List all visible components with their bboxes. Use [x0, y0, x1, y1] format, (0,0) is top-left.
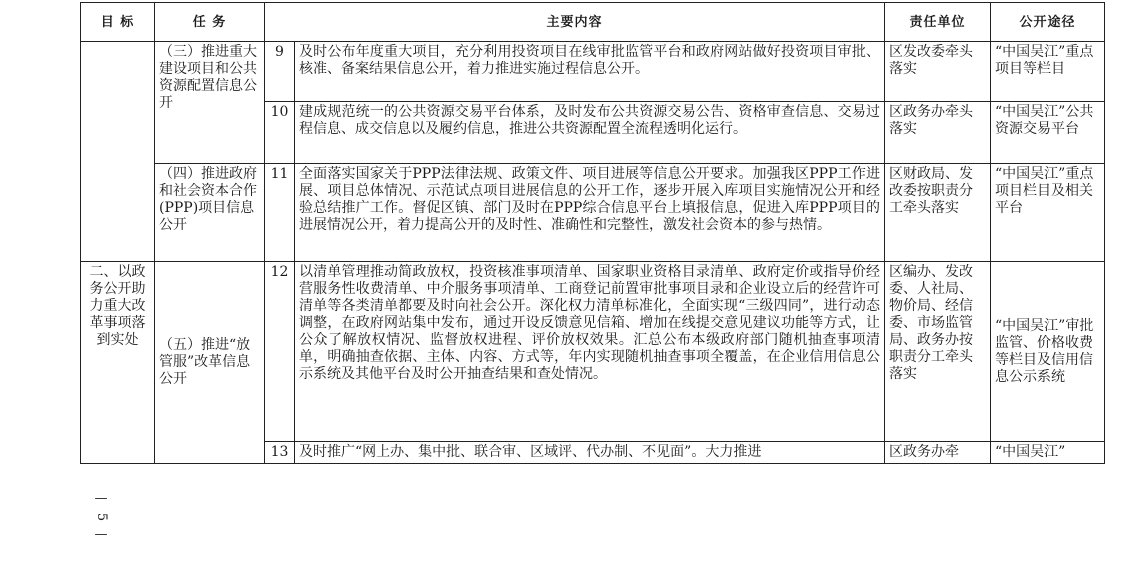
unit-cell: 区发改委牵头落实 [885, 42, 991, 102]
channel-cell: “中国吴江”审批监管、价格收费等栏目及信用信息公示系统 [991, 262, 1105, 442]
page-number-digit: 5 [94, 512, 109, 522]
channel-cell: “中国吴江”重点项目等栏目 [991, 42, 1105, 102]
item-number: 12 [265, 262, 295, 442]
channel-cell: “中国吴江”公共资源交易平台 [991, 102, 1105, 164]
content-cell: 建成规范统一的公共资源交易平台体系，及时发布公共资源交易公告、资格审查信息、交易过程信息、成交信息以及履约信息，推进公共资源配置全流程透明化运行。 [295, 102, 885, 164]
content-cell: 以清单管理推动简政放权，投资核准事项清单、国家职业资格目录清单、政府定价或指导价经营服务性收费清单、中介服务事项清单、工商登记前置审批事项目录和企业设立后的经营许可清单等各类清单都要及时向社会公开。深化权力清单标准化，全面实现“三级四同”，进行动态调整，在政府网站集中发布，通过开设反馈意见信箱、增加在线提交意见建议功能等方式，让公众了解放权情况、监督放权进程、评价放权效果。汇总公布本级政府部门随机抽查事项清单，明确抽查依据、主体、内容、方式等，年内实现随机抽查事项全覆盖，在企业信用信息公示系统及其他平台及时公开抽查结果和查处情况。 [295, 262, 885, 442]
task-cell: （三）推进重大建设项目和公共资源配置信息公开 [155, 42, 265, 164]
content-cell: 及时推广“网上办、集中批、联合审、区域评、代办制、不见面”。大力推进 [295, 442, 885, 464]
task-table [80, 2, 1105, 464]
table-row [81, 262, 1105, 442]
header-channel: 公开途径 [991, 3, 1105, 42]
table-row [81, 164, 1105, 262]
goal-cell-continued [81, 42, 155, 262]
unit-cell: 区政务办牵头落实 [885, 102, 991, 164]
page-dash-bottom: — [94, 527, 108, 542]
item-number: 11 [265, 164, 295, 262]
unit-cell: 区财政局、发改委按职责分工牵头落实 [885, 164, 991, 262]
header-task: 任 务 [155, 3, 265, 42]
task-cell: （四）推进政府和社会资本合作(PPP)项目信息公开 [155, 164, 265, 262]
table-header-row [81, 3, 1105, 42]
page-dash-top: — [94, 491, 108, 506]
item-number: 9 [265, 42, 295, 102]
channel-cell: “中国吴江” [991, 442, 1105, 464]
header-goal: 目 标 [81, 3, 155, 42]
task-cell: （五）推进“放管服”改革信息公开 [155, 262, 265, 464]
item-number: 13 [265, 442, 295, 464]
item-number: 10 [265, 102, 295, 164]
content-cell: 全面落实国家关于PPP法律法规、政策文件、项目进展等信息公开要求。加强我区PPP工作进展、项目总体情况、示范试点项目进展信息的公开工作，逐步开展入库项目实施情况公开和经验总结推广工作。督促区镇、部门及时在PPP综合信息平台上填报信息，促进入库PPP项目的进展情况公开，着力提高公开的及时性、准确性和完整性，激发社会资本的参与热情。 [295, 164, 885, 262]
content-cell: 及时公布年度重大项目，充分利用投资项目在线审批监管平台和政府网站做好投资项目审批、核准、备案结果信息公开，着力推进实施过程信息公开。 [295, 42, 885, 102]
unit-cell: 区政务办牵 [885, 442, 991, 464]
page-number [93, 490, 109, 544]
goal-cell: 二、以政务公开助力重大改革事项落到实处 [81, 262, 155, 464]
unit-cell: 区编办、发改委、人社局、物价局、经信委、市场监管局、政务办按职责分工牵头落实 [885, 262, 991, 442]
table-row [81, 42, 1105, 102]
header-content: 主要内容 [265, 3, 885, 42]
channel-cell: “中国吴江”重点项目栏目及相关平台 [991, 164, 1105, 262]
header-unit: 责任单位 [885, 3, 991, 42]
